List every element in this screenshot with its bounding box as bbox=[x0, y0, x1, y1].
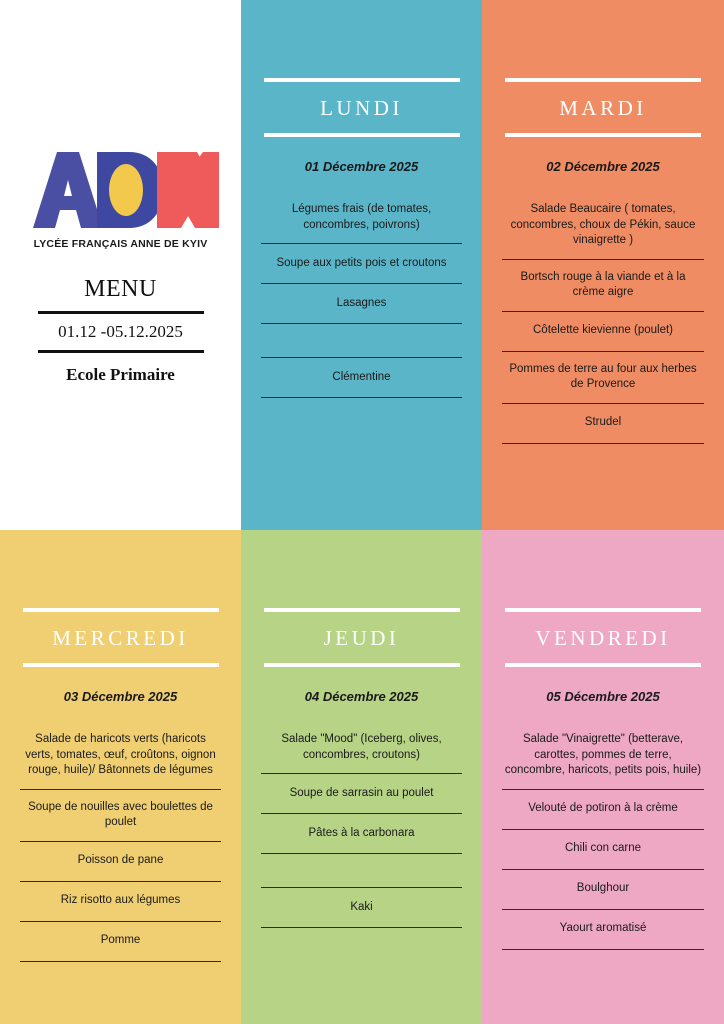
menu-items-mardi bbox=[502, 192, 704, 444]
branding-panel bbox=[0, 0, 241, 530]
rule-below-mardi bbox=[505, 133, 701, 137]
adk-logo-icon bbox=[23, 146, 219, 232]
menu-item: Pomme bbox=[20, 922, 221, 962]
day-date-jeudi: 04 Décembre 2025 bbox=[304, 689, 419, 704]
day-title-lundi: LUNDI bbox=[320, 96, 403, 120]
menu-item: Strudel bbox=[502, 404, 704, 444]
menu-item: Poisson de pane bbox=[20, 842, 221, 882]
menu-item bbox=[261, 854, 462, 888]
menu-item: Lasagnes bbox=[261, 284, 462, 324]
menu-item: Soupe de nouilles avec boulettes de poulet bbox=[20, 790, 221, 842]
day-date-vendredi: 05 Décembre 2025 bbox=[546, 689, 660, 704]
divider-bottom bbox=[38, 350, 204, 353]
menu-item: Salade de haricots verts (haricots verts, tomates, œuf, croûtons, oignon rouge, huile)/ Bâtonnets de légumes bbox=[20, 722, 221, 790]
menu-item: Salade "Mood" (Iceberg, olives, concombres, croutons) bbox=[261, 722, 462, 774]
rule-above-mardi bbox=[505, 78, 701, 82]
day-title-jeudi: JEUDI bbox=[323, 626, 400, 650]
adk-logo bbox=[23, 146, 219, 232]
menu-item: Kaki bbox=[261, 888, 462, 928]
menu-item: Velouté de potiron à la crème bbox=[502, 790, 704, 830]
school-section: Ecole Primaire bbox=[66, 364, 175, 384]
rule-above-jeudi bbox=[264, 608, 460, 612]
rule-below-vendredi bbox=[505, 663, 701, 667]
menu-items-vendredi bbox=[502, 722, 704, 950]
divider-top bbox=[38, 311, 204, 314]
day-panel-mercredi bbox=[0, 530, 241, 1024]
menu-item: Soupe aux petits pois et croutons bbox=[261, 244, 462, 284]
menu-item: Clémentine bbox=[261, 358, 462, 398]
menu-item: Côtelette kievienne (poulet) bbox=[502, 312, 704, 352]
rule-below-lundi bbox=[264, 133, 460, 137]
rule-above-mercredi bbox=[23, 608, 219, 612]
day-title-vendredi: VENDREDI bbox=[535, 626, 671, 650]
rule-above-lundi bbox=[264, 78, 460, 82]
menu-item bbox=[261, 324, 462, 358]
menu-item: Bortsch rouge à la viande et à la crème aigre bbox=[502, 260, 704, 312]
menu-item: Yaourt aromatisé bbox=[502, 910, 704, 950]
day-title-mardi: MARDI bbox=[559, 96, 647, 120]
school-name: LYCÉE FRANÇAIS ANNE DE KYIV bbox=[33, 237, 208, 250]
menu-item: Pommes de terre au four aux herbes de Provence bbox=[502, 352, 704, 404]
day-panel-lundi bbox=[241, 0, 482, 530]
menu-item: Boulghour bbox=[502, 870, 704, 910]
rule-below-mercredi bbox=[23, 663, 219, 667]
menu-item: Salade "Vinaigrette" (betterave, carottes, pommes de terre, concombre, haricots, petits pois, huile) bbox=[502, 722, 704, 790]
menu-item: Riz risotto aux légumes bbox=[20, 882, 221, 922]
menu-item: Salade Beaucaire ( tomates, concombres, choux de Pékin, sauce vinaigrette ) bbox=[502, 192, 704, 260]
day-date-mardi: 02 Décembre 2025 bbox=[546, 159, 660, 174]
menu-item: Chili con carne bbox=[502, 830, 704, 870]
menu-item: Pâtes à la carbonara bbox=[261, 814, 462, 854]
rule-above-vendredi bbox=[505, 608, 701, 612]
rule-below-jeudi bbox=[264, 663, 460, 667]
menu-items-mercredi bbox=[20, 722, 221, 962]
menu-items-lundi bbox=[261, 192, 462, 398]
day-panel-vendredi bbox=[482, 530, 724, 1024]
menu-item: Légumes frais (de tomates, concombres, poivrons) bbox=[261, 192, 462, 244]
menu-item: Soupe de sarrasin au poulet bbox=[261, 774, 462, 814]
day-panel-mardi bbox=[482, 0, 724, 530]
menu-title: MENU bbox=[84, 275, 157, 302]
menu-items-jeudi bbox=[261, 722, 462, 928]
date-range: 01.12 -05.12.2025 bbox=[58, 321, 183, 341]
day-date-lundi: 01 Décembre 2025 bbox=[304, 159, 419, 174]
day-date-mercredi: 03 Décembre 2025 bbox=[63, 689, 178, 704]
day-title-mercredi: MERCREDI bbox=[52, 626, 189, 650]
day-panel-jeudi bbox=[241, 530, 482, 1024]
